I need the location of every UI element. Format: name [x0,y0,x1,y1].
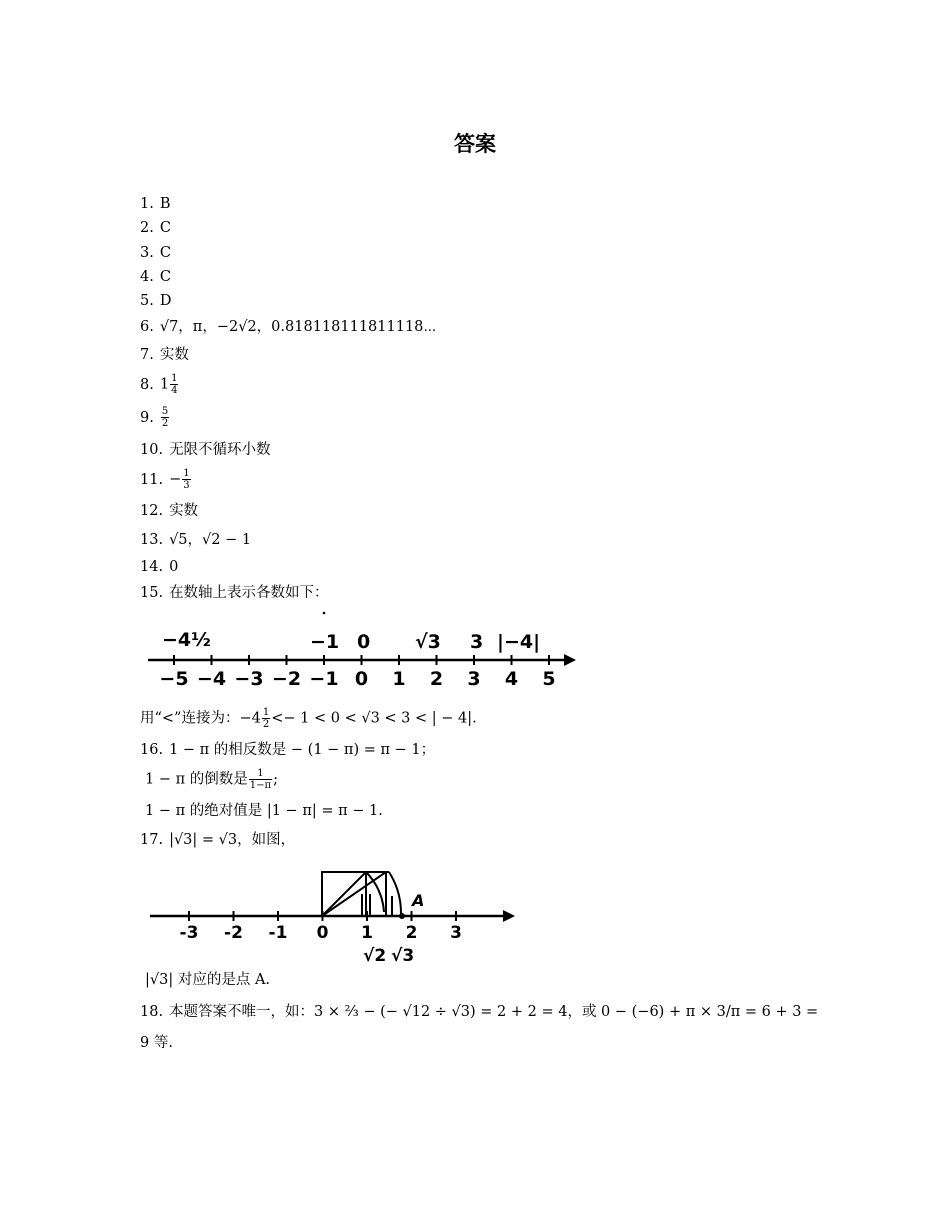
fraction-numerator: 1 [249,768,272,780]
label-minus-four-and-a-half: −4½ [162,629,211,651]
answer-number: 5. [140,293,154,309]
answer-text: |√3| = √3，如图， [169,832,296,848]
answer-11 [140,468,192,491]
number-line-15-tick-label: 3 [467,668,481,690]
axis-arrow [564,654,576,666]
number-line-15-tick-label: −3 [234,668,264,690]
answer-number: 16. [140,742,164,758]
answer-text: √7，π，−2√2，0.818118111811118⋯ [159,319,437,335]
number-line-15-tick-label: 1 [392,668,406,690]
answer-1 [140,195,171,213]
answer-14 [140,558,178,576]
answer-15 [140,584,329,602]
answer-16-line-3 [145,802,383,820]
number-line-17-tick-label: -1 [268,923,288,943]
answer-17 [140,831,295,849]
answer-text: C [159,220,171,236]
answer-4 [140,268,171,286]
label-abs-minus-four: |−4| [497,631,541,653]
answer-10 [140,441,271,459]
answer-2 [140,219,171,237]
page-title: 答案 [454,132,496,156]
answer-number: 9. [140,409,154,426]
axis-arrow [503,910,515,922]
answer-text: 实数 [159,347,189,363]
fraction-numerator: 1 [183,468,190,479]
number-line-15-tick-label: 0 [354,668,369,690]
answer-12 [140,502,198,520]
label-zero: 0 [357,631,371,653]
answer-text: C [159,245,171,261]
fraction-numerator: 5 [161,406,169,417]
answer-text: 无限不循环小数 [169,442,271,458]
sqrt-construction-figure-17 [145,866,520,968]
answer-18 [140,1003,818,1021]
label-sqrt-three: √3 [391,946,415,966]
point-a-marker [399,913,405,919]
number-line-figure-15 [140,606,585,694]
conclusion-text-end: <− 1 < 0 < √3 < 3 < | − 4|. [271,710,477,727]
answer-text: 1 − π 的倒数是 [145,771,248,788]
minus-sign: − [169,471,182,488]
number-line-17-tick-label: -3 [179,923,199,943]
number-line-15-tick-label: 5 [542,668,556,690]
stray-mark [323,612,326,615]
fraction-denominator: 4 [171,385,178,396]
diagonal-sqrt2 [322,872,366,916]
answer-8 [140,373,179,396]
label-three: 3 [470,631,484,653]
answer-number: 7. [140,347,154,363]
arc-sqrt2 [366,872,384,912]
fraction [249,768,272,791]
label-sqrt-two: √2 [363,946,387,966]
answer-number: 14. [140,559,164,575]
answer-text: 9 等. [140,1035,173,1051]
answer-6 [140,318,436,336]
point-a-label: A [412,891,425,910]
answer-text: 本题答案不唯一，如：3 × ⅔ − (− √12 ÷ √3) = 2 + 2 = 4，或 0 − (−6) + π × 3/π = 6 + 3 = [169,1004,819,1020]
number-line-15-tick-label: −4 [196,668,227,690]
answer-number: 10. [140,442,164,458]
answer-text: 1 − π 的绝对值是 |1 − π| = π − 1. [145,803,383,819]
label-sqrt-three: √3 [415,631,441,653]
conclusion-text-start: 用“<”连接为：−4 [140,710,261,727]
answer-number: 15. [140,585,164,601]
fraction-numerator: 1 [262,707,270,718]
fraction [170,373,178,396]
fraction-denominator: 2 [262,719,270,730]
fraction-numerator: 1 [171,373,178,384]
fraction-denominator: 2 [161,418,169,429]
answer-number: 3. [140,245,154,261]
answer-9 [140,406,170,429]
answer-3 [140,244,171,262]
number-line-17-tick-label: -2 [224,923,243,943]
answer-number: 18. [140,1004,164,1020]
answer-number: 1. [140,196,154,212]
answer-text: 1 − π 的相反数是 − (1 − π) = π − 1； [169,742,436,758]
answer-number: 13. [140,532,164,548]
construction-lines [322,872,401,916]
answer-16-line-2 [145,768,278,791]
answer-text: C [159,269,171,285]
answer-number: 11. [140,471,164,488]
answer-7 [140,346,189,364]
answer-text-end: ; [273,771,278,788]
answer-number: 6. [140,319,154,335]
answer-number: 12. [140,503,164,519]
answer-13 [140,531,251,549]
number-line-17-tick-label: 3 [450,923,462,943]
label-minus-one: −1 [310,631,340,653]
number-line-17-tick-label: 2 [405,923,418,943]
number-line-17-tick-label: 0 [316,923,329,943]
mixed-whole: 1 [159,376,170,393]
number-line-15-tick-label: 4 [504,668,519,690]
answer-number: 17. [140,832,164,848]
answer-18-line-2 [140,1034,173,1052]
number-line-15-tick-label: −2 [271,668,302,690]
number-line-15-tick-label: −5 [159,668,189,690]
answer-17-conclusion [145,971,270,989]
number-line-15-tick-label: 2 [429,668,444,690]
fraction [182,468,190,491]
answer-text: √5，√2 − 1 [169,532,252,548]
answer-number: 4. [140,269,154,285]
hypotenuse-sqrt3 [322,872,386,916]
number-line-17-tick-label: 1 [361,923,373,943]
fraction [262,707,270,730]
answer-5 [140,292,171,310]
answer-text: |√3| 对应的是点 A. [145,972,271,988]
answer-15-conclusion [140,707,477,730]
answer-16 [140,741,435,759]
answer-number: 8. [140,376,154,393]
answer-text: D [159,293,172,309]
answer-text: 0 [169,559,179,575]
fraction-denominator: 3 [183,480,190,491]
answer-number: 2. [140,220,154,236]
fraction-denominator: 1−π [249,780,272,791]
answer-text: 实数 [169,503,199,519]
answer-text: 在数轴上表示各数如下： [169,585,329,601]
answer-text: B [159,196,171,212]
fraction [161,406,169,429]
arc-sqrt3 [389,872,401,914]
number-line-15-tick-label: −1 [309,668,339,690]
